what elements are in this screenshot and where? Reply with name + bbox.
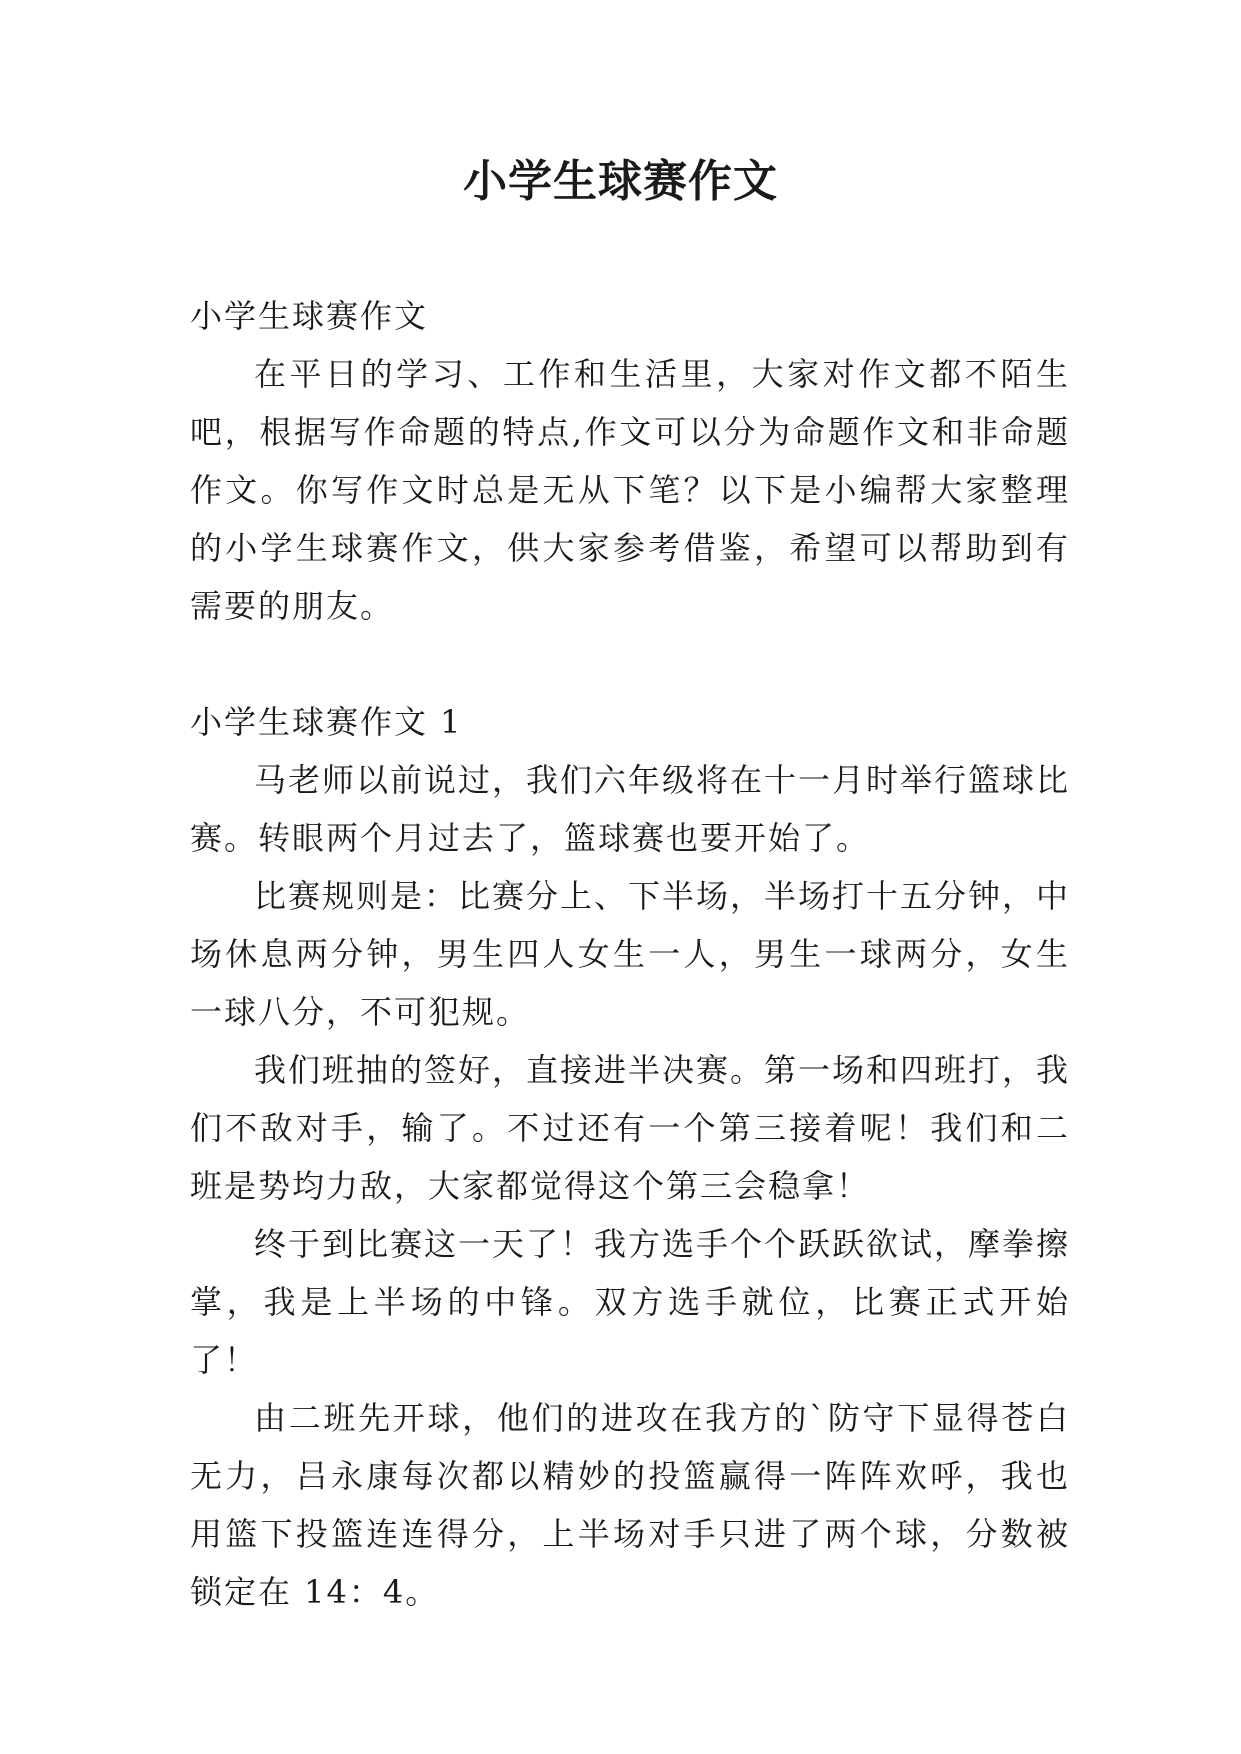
intro-heading: 小学生球赛作文 bbox=[190, 297, 429, 335]
essay-1-paragraph: 马老师以前说过，我们六年级将在十一月时举行篮球比赛。转眼两个月过去了，篮球赛也要开始了。 bbox=[190, 761, 1071, 857]
essay-1-paragraph: 由二班先开球，他们的进攻在我方的`防守下显得苍白无力，吕永康每次都以精妙的投篮赢得一阵阵欢呼，我也用篮下投篮连连得分，上半场对手只进了两个球，分数被锁定在 14：4。 bbox=[190, 1399, 1070, 1611]
essay-1-paragraph: 我们班抽的签好，直接进半决赛。第一场和四班打，我们不敌对手，输了。不过还有一个第三接着呢！我们和二班是势均力敌，大家都觉得这个第三会稳拿！ bbox=[190, 1051, 1071, 1205]
essay-1-paragraph: 比赛规则是：比赛分上、下半场，半场打十五分钟，中场休息两分钟，男生四人女生一人，男生一球两分，女生一球八分，不可犯规。 bbox=[190, 877, 1071, 1031]
document-title: 小学生球赛作文 bbox=[463, 156, 778, 207]
essay-1-paragraph: 终于到比赛这一天了！我方选手个个跃跃欲试，摩拳擦掌，我是上半场的中锋。双方选手就位，比赛正式开始了！ bbox=[190, 1225, 1071, 1379]
essay-1-heading: 小学生球赛作文 1 bbox=[190, 703, 463, 741]
intro-paragraph: 在平日的学习、工作和生活里，大家对作文都不陌生吧，根据写作命题的特点,作文可以分为命题作文和非命题作文。你写作文时总是无从下笔？以下是小编帮大家整理的小学生球赛作文，供大家参考借鉴，希望可以帮助到有需要的朋友。 bbox=[190, 355, 1070, 625]
section-gap bbox=[190, 635, 1070, 693]
document-body bbox=[190, 287, 1070, 1621]
